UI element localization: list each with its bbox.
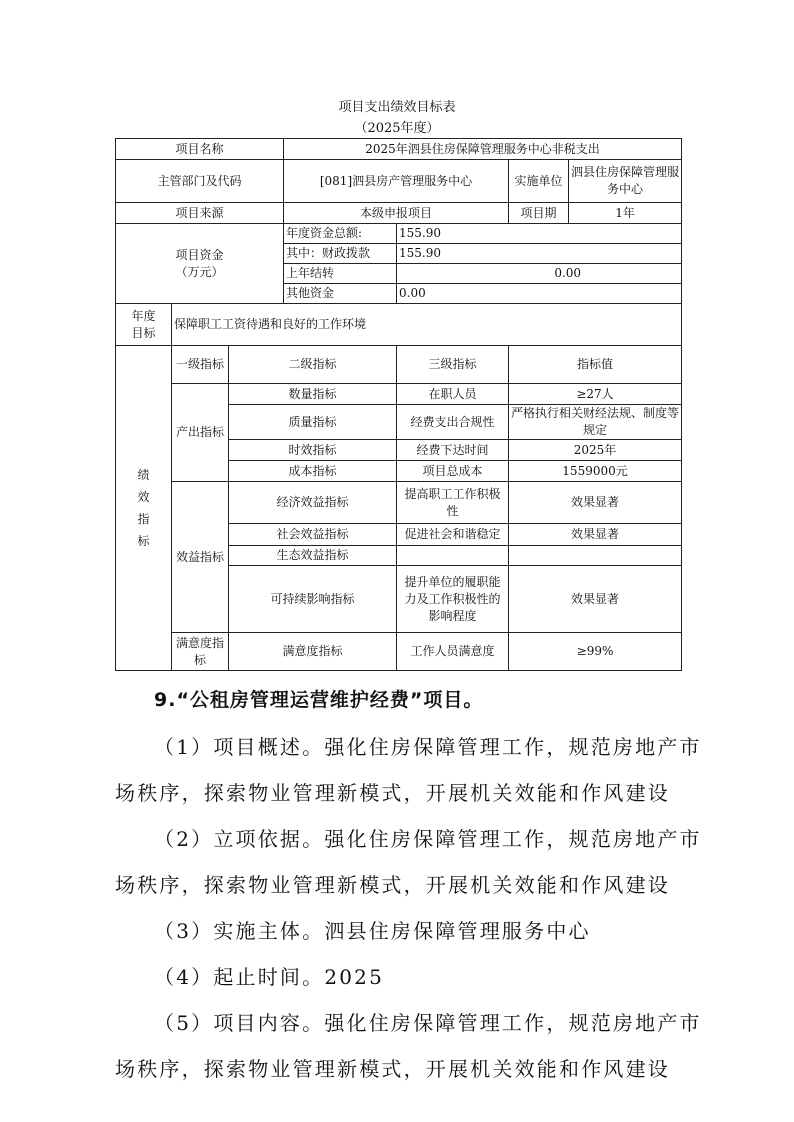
- row-level2: 时效指标: [229, 440, 397, 461]
- funds-carry: 0.00: [397, 264, 682, 284]
- row-level2: 经济效益指标: [229, 482, 397, 524]
- paragraph-line: （2）立项依据。强化住房保障管理工作，规范房地产市: [154, 827, 702, 851]
- header-level1: 一级指标: [172, 346, 229, 384]
- impl-label: 实施单位: [509, 160, 569, 203]
- header-level2: 二级指标: [229, 346, 397, 384]
- funds-unit: （万元）: [175, 264, 224, 279]
- funds-total: 155.90: [397, 224, 682, 244]
- row-level2: 质量指标: [229, 405, 397, 440]
- perf-label-char: 绩: [137, 468, 150, 482]
- row-level3: 经费下达时间: [397, 440, 509, 461]
- perf-label-char: 标: [137, 534, 150, 548]
- table-title: 项目支出绩效目标表: [338, 100, 456, 115]
- source-label: 项目来源: [116, 203, 284, 224]
- perf-label-char: 效: [137, 490, 150, 504]
- row-level3: 提升单位的履职能力及工作积极性的影响程度: [397, 566, 509, 633]
- paragraph-line: 场秩序，探索物业管理新模式，开展机关效能和作风建设: [115, 781, 670, 805]
- benefit-label: 效益指标: [172, 482, 229, 633]
- goal-label-2: 目标: [131, 325, 156, 340]
- section-heading: 9.“公租房管理运营维护经费”项目。: [154, 689, 484, 711]
- dept-label: 主管部门及代码: [116, 160, 284, 203]
- impl-value: 泗县住房保障管理服务中心: [569, 160, 682, 203]
- row-value: ≥99%: [509, 633, 682, 671]
- row-value: 效果显著: [509, 482, 682, 524]
- row-level2: 生态效益指标: [229, 546, 397, 566]
- row-level2: 社会效益指标: [229, 524, 397, 546]
- row-level2: 满意度指标: [229, 633, 397, 671]
- paragraph-line: （1）项目概述。强化住房保障管理工作，规范房地产市: [154, 735, 702, 759]
- paragraph-line: （5）项目内容。强化住房保障管理工作，规范房地产市: [154, 1011, 702, 1035]
- funds-total-label: 年度资金总额:: [284, 224, 397, 244]
- goal-text: 保障职工工资待遇和良好的工作环境: [172, 304, 682, 346]
- row-value: [509, 546, 682, 566]
- funds-fiscal: 155.90: [397, 244, 682, 264]
- table-subtitle: （2025年度）: [354, 121, 440, 136]
- project-name: 2025年泗县住房保障管理服务中心非税支出: [284, 139, 682, 160]
- row-value: 严格执行相关财经法规、制度等规定: [509, 405, 682, 440]
- row-level3: 项目总成本: [397, 461, 509, 482]
- row-level3: 工作人员满意度: [397, 633, 509, 671]
- funds-other-label: 其他资金: [284, 284, 397, 304]
- row-value: 效果显著: [509, 566, 682, 633]
- header-level3: 三级指标: [397, 346, 509, 384]
- row-value: 1559000元: [509, 461, 682, 482]
- perf-label-char: 指: [137, 512, 150, 526]
- satisfaction-label: 满意度指标: [172, 633, 229, 671]
- row-level3: 促进社会和谐稳定: [397, 524, 509, 546]
- row-level3: [397, 546, 509, 566]
- row-value: ≥27人: [509, 384, 682, 405]
- row-level2: 数量指标: [229, 384, 397, 405]
- funds-other: 0.00: [397, 284, 682, 304]
- funds-label: 项目资金: [175, 247, 224, 262]
- dept-value: [081]泗县房产管理服务中心: [284, 160, 509, 203]
- funds-carry-label: 上年结转: [284, 264, 397, 284]
- header-value: 指标值: [509, 346, 682, 384]
- funds-fiscal-label: 其中：财政拨款: [284, 244, 397, 264]
- goal-label-1: 年度: [131, 308, 156, 323]
- row-level2: 成本指标: [229, 461, 397, 482]
- row-level2: 可持续影响指标: [229, 566, 397, 633]
- output-label: 产出指标: [172, 384, 229, 482]
- funds-label-cell: [116, 224, 284, 304]
- paragraph-line: 场秩序，探索物业管理新模式，开展机关效能和作风建设: [115, 1057, 670, 1081]
- period-label: 项目期: [509, 203, 569, 224]
- row-level3: 在职人员: [397, 384, 509, 405]
- source-value: 本级申报项目: [284, 203, 509, 224]
- row-level3: 提高职工工作积极性: [397, 482, 509, 524]
- row-level3: 经费支出合规性: [397, 405, 509, 440]
- goal-label-cell: [116, 304, 172, 346]
- row-value: 2025年: [509, 440, 682, 461]
- paragraph-line: （3）实施主体。泗县住房保障管理服务中心: [154, 919, 591, 943]
- project-name-label: 项目名称: [116, 139, 284, 160]
- performance-table: [115, 138, 681, 671]
- paragraph-line: 场秩序，探索物业管理新模式，开展机关效能和作风建设: [115, 873, 670, 897]
- period-value: 1年: [569, 203, 682, 224]
- paragraph-line: （4）起止时间。2025: [154, 965, 385, 989]
- row-value: 效果显著: [509, 524, 682, 546]
- perf-label-cell: [116, 346, 172, 671]
